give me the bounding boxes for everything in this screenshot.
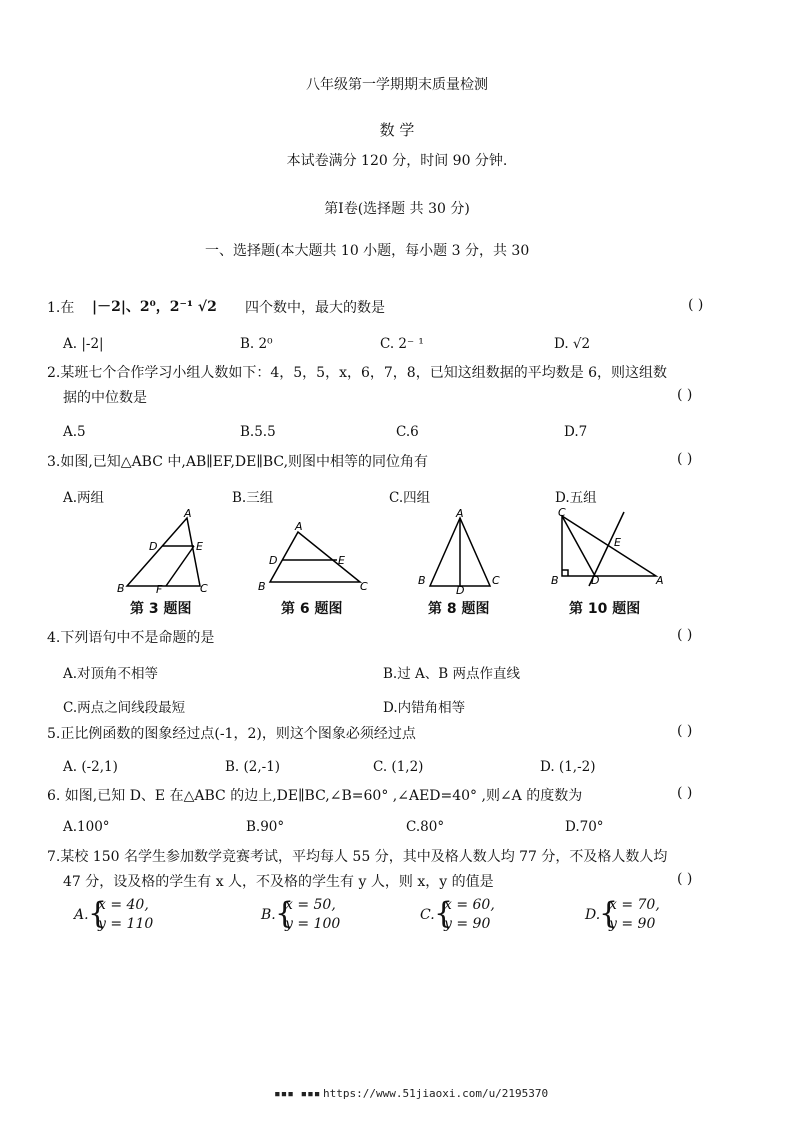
fig3-label-a: A (184, 507, 192, 520)
footer-url[interactable]: https://www.51jiaoxi.com/u/2195370 (323, 1087, 549, 1100)
figure-q6 (255, 520, 375, 592)
q1-option-d: D. √2 (554, 336, 591, 352)
fig3-label-b: B (117, 582, 125, 595)
q5-option-d: D. (1,-2) (540, 759, 596, 775)
q7-option-c-eq1: x = 60, (444, 897, 495, 913)
exam-title: 八年级第一学期期末质量检测 (306, 77, 488, 93)
q7-option-a (74, 897, 214, 937)
fig6-label-d: D (269, 554, 278, 567)
q4-option-b: B.过 A、B 两点作直线 (383, 666, 520, 682)
q7-answer-paren: ( ) (677, 871, 693, 887)
q7-text-line2: 47 分，设及格的学生有 x 人，不及格的学生有 y 人，则 x，y 的值是 (63, 874, 494, 890)
q6-option-a: A.100° (63, 819, 110, 835)
fig8-label-b: B (418, 574, 426, 587)
q7-option-b-label: B. (261, 907, 276, 923)
q2-text-line2: 据的中位数是 (63, 390, 147, 406)
fig8-label-c: C (492, 574, 500, 587)
fig3-label-d: D (149, 540, 158, 553)
q3-option-d: D.五组 (555, 490, 597, 506)
fig10-label-b: B (551, 574, 559, 587)
q6-text: 6. 如图,已知 D、E 在△ABC 的边上,DE∥BC,∠B=60° ,∠AED=40° ,则∠A 的度数为 (47, 788, 583, 804)
q1-option-b: B. 2⁰ (240, 336, 273, 352)
fig8-label-d: D (456, 584, 465, 596)
q4-text: 4.下列语句中不是命题的是 (47, 630, 215, 646)
q4-option-a: A.对顶角不相等 (63, 666, 159, 682)
q7-option-c-eq2: y = 90 (444, 916, 491, 932)
q1-answer-paren: ( ) (688, 297, 704, 313)
caption-fig8: 第 8 题图 (428, 601, 490, 617)
q7-option-a-brace: { (88, 896, 108, 931)
q7-option-a-label: A. (74, 907, 89, 923)
fig10-label-e: E (614, 536, 621, 549)
q4-option-d: D.内错角相等 (383, 700, 466, 716)
q2-text-line1: 2.某班七个合作学习小组人数如下：4，5，5，x，6，7，8，已知这组数据的平均数是 6，则这组数 (47, 365, 668, 381)
caption-fig3: 第 3 题图 (130, 601, 192, 617)
fig3-label-c: C (200, 582, 208, 595)
q2-option-c: C.6 (396, 424, 419, 440)
q7-option-b-brace: { (275, 896, 295, 931)
q7-option-b-eq1: x = 50, (285, 897, 336, 913)
fig6-label-e: E (338, 554, 345, 567)
fig3-label-e: E (196, 540, 203, 553)
q7-option-d-brace: { (599, 896, 619, 931)
q7-option-c-label: C. (420, 907, 435, 923)
subject-title: 数 学 (379, 121, 415, 139)
q7-option-d-label: D. (585, 907, 601, 923)
fig6-label-c: C (360, 580, 368, 592)
q7-option-c-brace: { (434, 896, 454, 931)
section-title: 第Ⅰ卷(选择题 共 30 分) (324, 201, 470, 217)
part-title: 一、选择题(本大题共 10 小题，每小题 3 分，共 30 (205, 243, 530, 259)
q5-answer-paren: ( ) (677, 723, 693, 739)
q3-text: 3.如图,已知△ABC 中,AB∥EF,DE∥BC,则图中相等的同位角有 (47, 454, 429, 470)
q7-option-a-eq2: y = 110 (98, 916, 154, 932)
q2-option-a: A.5 (63, 424, 86, 440)
footer-watermark-icon: ▪▪▪ ▪▪▪ (274, 1087, 321, 1100)
fig10-label-a: A (656, 574, 664, 587)
fig8-label-a: A (456, 507, 464, 520)
q1-text: 四个数中，最大的数是 (245, 300, 385, 316)
figure-q8 (415, 506, 510, 596)
exam-info: 本试卷满分 120 分，时间 90 分钟. (286, 153, 508, 169)
q3-option-c: C.四组 (389, 490, 431, 506)
fig10-label-c: C (558, 506, 566, 519)
q6-option-c: C.80° (406, 819, 445, 835)
q1-option-c: C. 2⁻ ¹ (380, 336, 424, 352)
q7-option-d-eq1: x = 70, (609, 897, 660, 913)
q3-option-b: B.三组 (232, 490, 274, 506)
q7-option-d-eq2: y = 90 (609, 916, 656, 932)
q2-option-d: D.7 (564, 424, 588, 440)
caption-fig6: 第 6 题图 (281, 601, 343, 617)
q5-option-b: B. (2,-1) (225, 759, 281, 775)
q2-option-b: B.5.5 (240, 424, 276, 440)
q6-option-d: D.70° (565, 819, 604, 835)
figure-q10 (548, 504, 678, 594)
q4-answer-paren: ( ) (677, 627, 693, 643)
q1-number: 1.在 (47, 300, 75, 316)
fig3-label-f: F (156, 583, 163, 596)
q4-option-c: C.两点之间线段最短 (63, 700, 186, 716)
fig6-label-b: B (258, 580, 266, 592)
q1-expression: |－2|、2⁰，2⁻¹ √2 (92, 299, 217, 315)
q3-option-a: A.两组 (63, 490, 105, 506)
q5-text: 5.正比例函数的图象经过点(-1，2)，则这个图象必须经过点 (47, 726, 416, 742)
q5-option-a: A. (-2,1) (63, 759, 118, 775)
q5-option-c: C. (1,2) (373, 759, 424, 775)
fig6-label-a: A (295, 520, 303, 533)
q7-option-c (420, 897, 560, 937)
q7-option-b (261, 897, 401, 937)
q2-answer-paren: ( ) (677, 387, 693, 403)
q7-text-line1: 7.某校 150 名学生参加数学竞赛考试，平均每人 55 分，其中及格人数人均 77 分，不及格人数人均 (47, 849, 668, 865)
figure-q3 (110, 506, 220, 596)
q7-option-b-eq2: y = 100 (285, 916, 341, 932)
q7-option-a-eq1: x = 40, (98, 897, 149, 913)
caption-fig10: 第 10 题图 (569, 601, 641, 617)
q3-answer-paren: ( ) (677, 451, 693, 467)
q7-option-d (585, 897, 725, 937)
q1-option-a: A. |-2| (63, 336, 104, 352)
q6-answer-paren: ( ) (677, 785, 693, 801)
fig10-label-d: D (591, 574, 600, 587)
q6-option-b: B.90° (246, 819, 285, 835)
